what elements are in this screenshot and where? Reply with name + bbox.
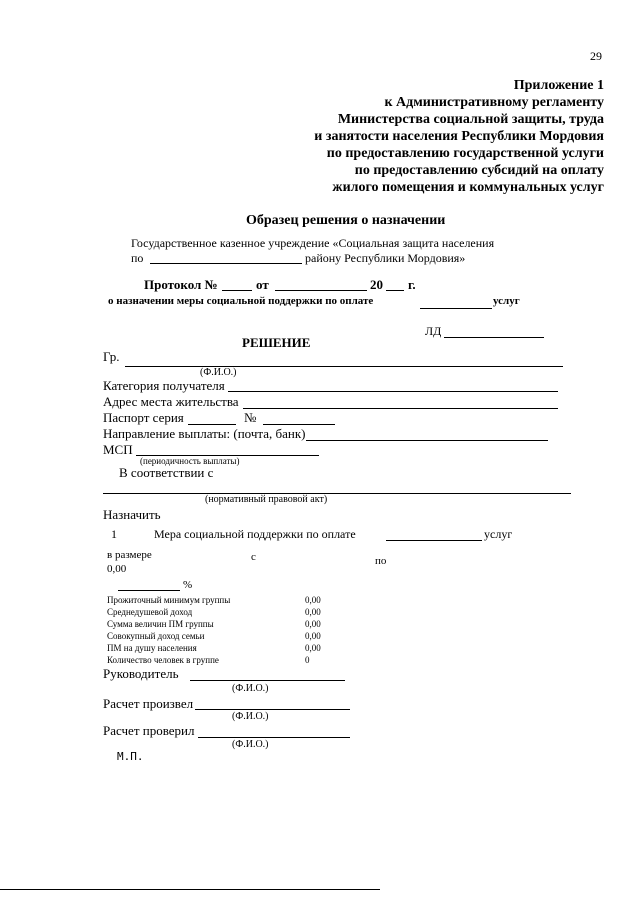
address-field[interactable] bbox=[243, 408, 558, 409]
amount-value: 0,00 bbox=[107, 563, 127, 575]
institution-line-2-prefix: по bbox=[131, 251, 144, 265]
stat-label: Совокупный доход семьи bbox=[107, 631, 205, 641]
calc-checked-field[interactable] bbox=[198, 737, 350, 738]
protocol-date-blank[interactable] bbox=[275, 290, 367, 291]
protocol-number-blank[interactable] bbox=[222, 290, 252, 291]
address-label: Адрес места жительства bbox=[103, 394, 239, 409]
calc-made-label: Расчет произвел bbox=[103, 696, 194, 711]
measure-suffix: услуг bbox=[484, 527, 513, 541]
protocol-purpose-suffix: услуг bbox=[493, 295, 520, 307]
appendix-line: по предоставлению государственной услуги bbox=[326, 146, 604, 161]
head-signature-field[interactable] bbox=[190, 680, 345, 681]
appendix-line: по предоставлению субсидий на оплату bbox=[354, 163, 604, 178]
protocol-year-suffix: г. bbox=[408, 277, 416, 292]
appendix-line: Приложение 1 bbox=[513, 78, 604, 93]
service-type-blank[interactable] bbox=[420, 308, 492, 309]
passport-series-field[interactable] bbox=[188, 424, 236, 425]
appendix-line: Министерства социальной защиты, труда bbox=[337, 112, 604, 127]
page-number: 29 bbox=[590, 49, 602, 63]
amount-label: в размере bbox=[107, 549, 152, 561]
protocol-year-blank[interactable] bbox=[386, 290, 404, 291]
stamp-label: М.П. bbox=[117, 750, 144, 763]
measure-number: 1 bbox=[111, 527, 117, 541]
protocol-year: 20 bbox=[370, 277, 383, 292]
district-blank[interactable] bbox=[150, 263, 302, 264]
calc-made-fio-caption: (Ф.И.О.) bbox=[232, 711, 269, 722]
measure-label: Мера социальной поддержки по оплате bbox=[154, 527, 356, 541]
ld-blank[interactable] bbox=[444, 337, 544, 338]
stat-value: 0 bbox=[305, 655, 310, 665]
category-field[interactable] bbox=[228, 391, 558, 392]
protocol-purpose: о назначении меры социальной поддержки по оплате bbox=[108, 295, 374, 307]
appendix-line: к Административному регламенту bbox=[384, 95, 604, 110]
from-label: с bbox=[251, 551, 256, 563]
passport-label: Паспорт серия bbox=[103, 410, 184, 425]
stat-label: Сумма величин ПМ группы bbox=[107, 619, 214, 629]
calc-checked-label: Расчет проверил bbox=[103, 723, 195, 738]
msp-label: МСП bbox=[103, 442, 133, 457]
protocol-from: от bbox=[256, 277, 269, 292]
assign-label: Назначить bbox=[103, 507, 161, 522]
stat-label: Среднедушевой доход bbox=[107, 607, 193, 617]
stat-value: 0,00 bbox=[305, 631, 321, 641]
to-label: по bbox=[375, 555, 387, 567]
fio-caption: (Ф.И.О.) bbox=[200, 367, 237, 378]
accordance-label: В соответствии с bbox=[119, 465, 214, 480]
stat-label: Прожиточный минимум группы bbox=[107, 595, 231, 605]
passport-number-label: № bbox=[244, 410, 257, 425]
stat-label: ПМ на душу населения bbox=[107, 643, 197, 653]
stat-value: 0,00 bbox=[305, 607, 321, 617]
appendix-line: жилого помещения и коммунальных услуг bbox=[332, 180, 604, 195]
citizen-fio-field[interactable] bbox=[125, 366, 563, 367]
decision-heading: РЕШЕНИЕ bbox=[242, 335, 311, 350]
institution-line-2-suffix: району Республики Мордовия» bbox=[305, 251, 466, 265]
stat-value: 0,00 bbox=[305, 619, 321, 629]
payment-direction-field[interactable] bbox=[306, 440, 548, 441]
stat-value: 0,00 bbox=[305, 595, 321, 605]
footer-divider bbox=[0, 889, 380, 890]
stat-label: Количество человек в группе bbox=[107, 655, 219, 665]
calc-checked-fio-caption: (Ф.И.О.) bbox=[232, 739, 269, 750]
appendix-line: и занятости населения Республики Мордовия bbox=[314, 129, 604, 144]
head-fio-caption: (Ф.И.О.) bbox=[232, 683, 269, 694]
head-label: Руководитель bbox=[103, 666, 179, 681]
category-label: Категория получателя bbox=[103, 378, 225, 393]
percent-field[interactable] bbox=[118, 590, 180, 591]
normative-caption: (нормативный правовой акт) bbox=[205, 494, 328, 505]
calc-made-field[interactable] bbox=[195, 709, 350, 710]
normative-act-field[interactable] bbox=[103, 493, 571, 494]
passport-number-field[interactable] bbox=[263, 424, 335, 425]
ld-label: ЛД bbox=[425, 324, 442, 338]
institution-line-1: Государственное казенное учреждение «Социальная защита населения bbox=[131, 236, 495, 250]
percent-sign: % bbox=[183, 579, 193, 591]
document-title: Образец решения о назначении bbox=[246, 213, 446, 228]
stat-value: 0,00 bbox=[305, 643, 321, 653]
payment-direction-label: Направление выплаты: (почта, банк) bbox=[103, 426, 306, 441]
citizen-label: Гр. bbox=[103, 349, 120, 364]
protocol-label: Протокол № bbox=[144, 277, 218, 292]
measure-service-field[interactable] bbox=[386, 540, 482, 541]
periodicity-caption: (периодичность выплаты) bbox=[140, 456, 240, 466]
